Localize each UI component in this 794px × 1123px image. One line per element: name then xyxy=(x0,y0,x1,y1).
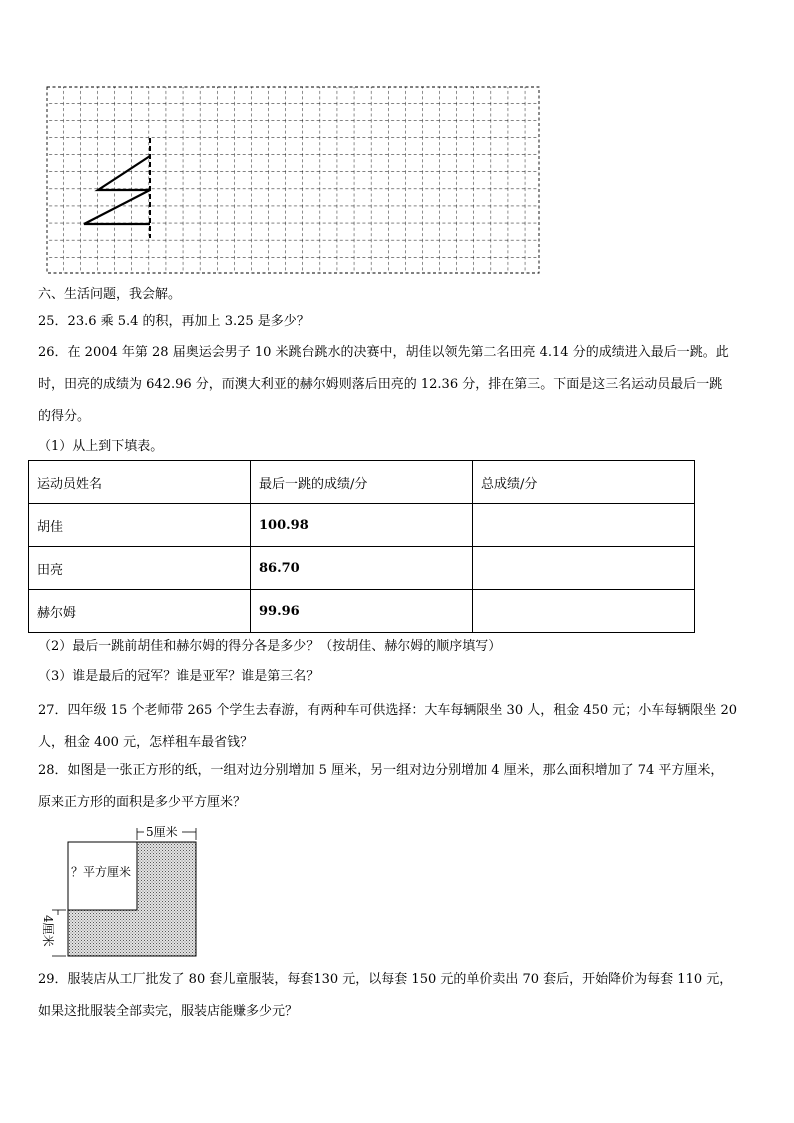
q26-sub-2: （2）最后一跳前胡佳和赫尔姆的得分各是多少？（按胡佳、赫尔姆的顺序填写） xyxy=(38,639,502,654)
table-row xyxy=(29,504,695,547)
q27-line-2: 人，租金 400 元，怎样租车最省钱？ xyxy=(38,735,254,750)
total-score-cell[interactable] xyxy=(473,590,695,633)
question-29 xyxy=(38,964,758,1028)
table-row xyxy=(29,590,695,633)
q26-line-1: 26．在 2004 年第 28 届奥运会男子 10 米跳台跳水的决赛中，胡佳以领先第二名田亮 4.14 分的成绩进入最后一跳。此 xyxy=(38,345,729,360)
inner-label: ？平方厘米 xyxy=(71,865,132,879)
athlete-name: 田亮 xyxy=(29,547,251,590)
table-header-row xyxy=(29,461,695,504)
q26-sub-3: （3）谁是最后的冠军？谁是亚军？谁是第三名？ xyxy=(38,669,320,684)
q28-line-1: 28．如图是一张正方形的纸，一组对边分别增加 5 厘米，另一组对边分别增加 4 厘米，那么面积增加了 74 平方厘米， xyxy=(38,763,724,778)
header-name: 运动员姓名 xyxy=(29,461,251,504)
athlete-name: 赫尔姆 xyxy=(29,590,251,633)
last-jump-score: 99.96 xyxy=(251,590,473,633)
header-last: 最后一跳的成绩/分 xyxy=(251,461,473,504)
total-score-cell[interactable] xyxy=(473,547,695,590)
q27-line-1: 27．四年级 15 个老师带 265 个学生去春游，有两种车可供选择：大车每辆限坐 30 人，租金 450 元；小车每辆限坐 20 xyxy=(38,703,737,718)
last-jump-score: 86.70 xyxy=(251,547,473,590)
header-total: 总成绩/分 xyxy=(473,461,695,504)
side-label: 4厘米 xyxy=(41,915,55,947)
square-figure xyxy=(30,820,210,960)
total-score-cell[interactable] xyxy=(473,504,695,547)
score-table xyxy=(28,460,695,633)
question-28 xyxy=(38,755,758,819)
dotted-grid-figure xyxy=(46,86,542,276)
athlete-name: 胡佳 xyxy=(29,504,251,547)
question-27 xyxy=(38,695,758,759)
table-row xyxy=(29,547,695,590)
grid-lines xyxy=(47,87,539,273)
top-label: 5厘米 xyxy=(146,825,178,839)
question-25: 25．23.6 乘 5.4 的积，再加上 3.25 是多少？ xyxy=(38,314,310,329)
q29-line-1: 29．服装店从工厂批发了 80 套儿童服装，每套130 元，以每套 150 元的单价卖出 70 套后，开始降价为每套 110 元， xyxy=(38,972,733,987)
q29-line-2: 如果这批服装全部卖完，服装店能赚多少元？ xyxy=(38,1004,299,1019)
last-jump-score: 100.98 xyxy=(251,504,473,547)
q28-line-2: 原来正方形的面积是多少平方厘米？ xyxy=(38,795,247,810)
q26-line-2: 时，田亮的成绩为 642.96 分，而澳大利亚的赫尔姆则落后田亮的 12.36 分，排在第三。下面是这三名运动员最后一跳 xyxy=(38,377,723,392)
question-26 xyxy=(38,337,758,433)
q26-sub-1: （1）从上到下填表。 xyxy=(38,439,164,454)
q26-line-3: 的得分。 xyxy=(38,409,91,424)
section-title: 六、生活问题，我会解。 xyxy=(38,287,182,302)
